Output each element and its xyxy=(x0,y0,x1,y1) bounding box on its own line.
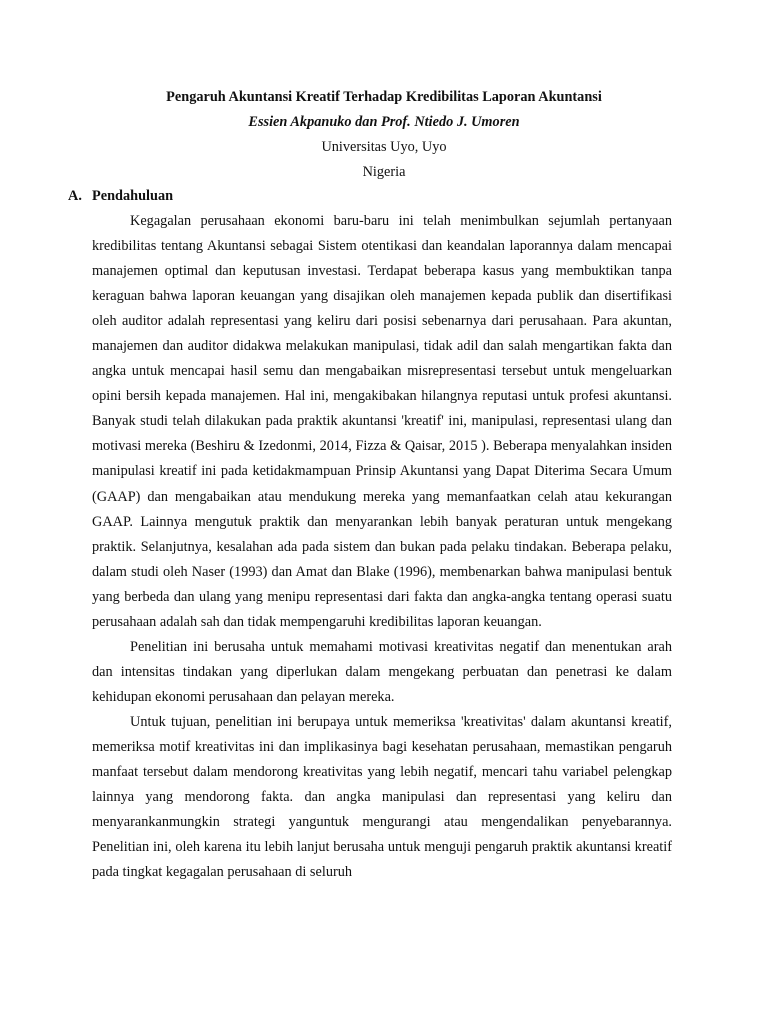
author-country: Nigeria xyxy=(362,164,406,180)
section-marker: A. xyxy=(68,188,82,204)
paper-title: Pengaruh Akuntansi Kreatif Terhadap Kredibilitas Laporan Akuntansi xyxy=(166,89,602,105)
paragraph-1: Kegagalan perusahaan ekonomi baru-baru ini telah menimbulkan sejumlah pertanyaan kredibilitas tentang Akuntansi sebagai Sistem otentikasi dan keandalan laporannya dalam mencapai manajemen optimal dan keputusan investasi. Terdapat beberapa kasus yang membuktikan tanpa keraguan bahwa laporan keuangan yang disajikan oleh manajemen kepada publik dan disertifikasi oleh auditor adalah representasi yang keliru dari posisi sebenarnya dari perusahaan. Para akuntan, manajemen dan auditor didakwa melakukan manipulasi, tidak adil dan salah mengartikan fakta dan angka untuk mencapai hasil semu dan mengabaikan misrepresentasi tersebut untuk mengeluarkan opini bersih kepada manajemen. Hal ini, mengakibakan hilangnya reputasi untuk profesi akuntansi. Banyak studi telah dilakukan pada praktik akuntansi 'kreatif' ini, manipulasi, representasi ulang dan motivasi mereka (Beshiru & Izedonmi, 2014, Fizza & Qaisar, 2015 ). Beberapa menyalahkan insiden manipulasi kreatif ini pada ketidakmampuan Prinsip Akuntansi yang Dapat Diterima Secara Umum (GAAP) dan mengabaikan atau mendukung mereka yang memanfaatkan celah atau kekurangan GAAP. Lainnya mengutuk praktik dan menyarankan lebih banyak peraturan untuk mengekang praktik. Selanjutnya, kesalahan ada pada sistem dan bukan pada pelaku tindakan. Beberapa pelaku, dalam studi oleh Naser (1993) dan Amat dan Blake (1996), membenarkan bahwa manipulasi bentuk yang berbeda dan ulang yang menipu representasi dari fakta dan angka-angka tentang operasi suatu perusahaan adalah sah dan tidak mempengaruhi kredibilitas laporan keuangan. xyxy=(92,213,672,630)
paragraph-3: Untuk tujuan, penelitian ini berupaya untuk memeriksa 'kreativitas' dalam akuntansi kreatif, memeriksa motif kreativitas ini dan implikasinya bagi kesehatan perusahaan, memastikan pengaruh manfaat tersebut dalam mendorong kreativitas yang lebih negatif, mencari tahu variabel pelengkap lainnya yang mendorong fakta. dan angka manipulasi dan representasi yang keliru dan menyarankanmungkin strategi yanguntuk mengurangi atau mengendalikan penyebarannya. Penelitian ini, oleh karena itu lebih lanjut berusaha untuk menguji pengaruh praktik akuntansi kreatif pada tingkat kegagalan perusahaan di seluruh xyxy=(92,713,672,881)
paragraph-2: Penelitian ini berusaha untuk memahami motivasi kreativitas negatif dan menentukan arah dan intensitas tindakan yang diperlukan dalam mengekang perbuatan dan penetrasi ke dalam kehidupan ekonomi perusahaan dan pelayan mereka. xyxy=(92,638,672,705)
body-text xyxy=(92,209,672,885)
paper-authors: Essien Akpanuko dan Prof. Ntiedo J. Umoren xyxy=(248,114,520,130)
section-heading xyxy=(68,187,173,205)
section-title: Pendahuluan xyxy=(92,188,174,204)
author-affiliation: Universitas Uyo, Uyo xyxy=(321,139,447,155)
